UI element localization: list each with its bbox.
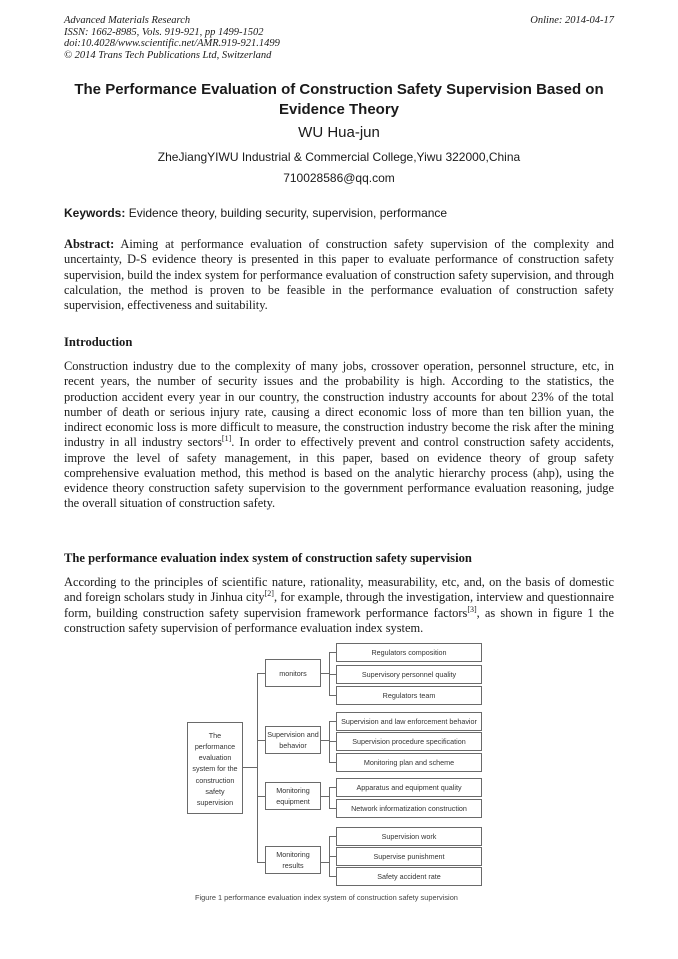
ref-1: [1] — [221, 434, 232, 444]
connector-line — [257, 673, 258, 863]
journal-doi: doi:10.4028/www.scientific.net/AMR.919-921.1499 — [64, 38, 280, 50]
author-affiliation: ZheJiangYIWU Industrial & Commercial College,Yiwu 322000,China — [157, 150, 521, 164]
group-node-supervision-behavior: Supervision and behavior — [265, 726, 321, 754]
connector-line — [321, 796, 329, 797]
introduction-heading: Introduction — [64, 335, 133, 349]
group-node-monitors: monitors — [265, 659, 321, 687]
abstract-label: Abstract: — [64, 237, 115, 251]
connector-line — [321, 673, 329, 674]
connector-line — [329, 836, 336, 837]
section2-text-3: , as shown in figure 1 the construction safety supervision of performance evaluation index system. — [64, 605, 614, 635]
leaf-node: Supervision work — [336, 827, 482, 846]
ref-3: [3] — [467, 604, 477, 614]
connector-line — [321, 862, 329, 863]
abstract-text: Aiming at performance evaluation of construction safety supervision of the complexity and uncertainty, D-S evidence theory is presented in this paper to evaluate performance of construction safety supervision, build the index system for performance evaluation of construction safety supervision, and through calculation, the method is proven to be feasible in the performance evaluation of construction safety supervision, effectiveness and suitability. — [64, 237, 614, 312]
journal-issn: ISSN: 1662-8985, Vols. 919-921, pp 1499-1502 — [64, 26, 264, 38]
connector-line — [257, 862, 265, 863]
section2-heading: The performance evaluation index system of construction safety supervision — [64, 551, 472, 565]
connector-line — [329, 876, 336, 877]
abstract — [64, 237, 614, 313]
journal-copyright: © 2014 Trans Tech Publications Ltd, Switzerland — [64, 49, 272, 61]
keywords-label: Keywords: — [64, 206, 126, 220]
figure-1-diagram — [183, 640, 493, 900]
section2-body — [64, 575, 614, 636]
keywords-text: Evidence theory, building security, supervision, performance — [128, 206, 448, 220]
section2-text-2: , for example, through the investigation, interview and questionnaire form, building construction safety supervision framework performance factors — [64, 590, 614, 620]
connector-line — [321, 740, 329, 741]
leaf-node: Safety accident rate — [336, 867, 482, 886]
connector-line — [329, 721, 336, 722]
connector-line — [329, 787, 330, 808]
root-node: The performance evaluation system for the construction safety supervision — [187, 722, 243, 814]
leaf-node: Supervisory personnel quality — [336, 665, 482, 684]
online-date: Online: 2014-04-17 — [530, 15, 614, 26]
ref-2: [2] — [264, 589, 274, 599]
connector-line — [329, 695, 336, 696]
leaf-node: Regulators composition — [336, 643, 482, 662]
introduction-body — [64, 359, 614, 512]
leaf-node: Supervision procedure specification — [336, 732, 482, 751]
figure-caption: Figure 1 performance evaluation index system of construction safety supervision — [195, 893, 458, 902]
leaf-node: Supervise punishment — [336, 847, 482, 866]
leaf-node: Network informatization construction — [336, 799, 482, 818]
connector-line — [329, 856, 336, 857]
connector-line — [329, 674, 336, 675]
connector-line — [329, 652, 336, 653]
journal-name: Advanced Materials Research — [64, 15, 191, 26]
connector-line — [329, 741, 336, 742]
connector-line — [329, 762, 336, 763]
leaf-node: Monitoring plan and scheme — [336, 753, 482, 772]
connector-line — [329, 808, 336, 809]
paper-title: The Performance Evaluation of Construction Safety Supervision Based on Evidence Theory — [74, 81, 604, 118]
leaf-node: Regulators team — [336, 686, 482, 705]
group-node-monitoring-results: Monitoring results — [265, 846, 321, 874]
section2-text-1: According to the principles of scientific nature, rationality, measurability, etc, and, on the basis of domestic and foreign scholars study in Jinhua city — [64, 575, 614, 605]
journal-header — [64, 15, 280, 61]
connector-line — [257, 673, 265, 674]
connector-line — [243, 767, 257, 768]
connector-line — [257, 796, 265, 797]
leaf-node: Supervision and law enforcement behavior — [336, 712, 482, 731]
connector-line — [329, 721, 330, 763]
leaf-node: Apparatus and equipment quality — [336, 778, 482, 797]
intro-text-1: Construction industry due to the complexity of many jobs, crossover operation, personnel structure, etc, in recent years, the number of security issues and the probability is high. According to the statistics, the production accident every year in our country, the construction industry accounts for about 23% of the total number of death or serious injury rate, causing a direct economic loss of more than ten billion yuan, the indirect economic loss is more difficult to measure, the construction industry become the risk after the mining industry in all industry sectors — [64, 359, 614, 450]
author-email: 710028586@qq.com — [283, 171, 395, 185]
author-name: WU Hua-jun — [298, 124, 380, 141]
keywords — [64, 206, 447, 220]
connector-line — [329, 787, 336, 788]
intro-text-2: . In order to effectively prevent and control construction safety accidents, improve the level of safety management, in this paper, based on evidence theory of group safety comprehensive evaluation method, this method is based on the analytic hierarchy process (ahp), using the evidence theory construction safety supervision to the government performance evaluation reasoning, judge the overall situation of construction safety. — [64, 435, 614, 511]
group-node-monitoring-equipment: Monitoring equipment — [265, 782, 321, 810]
connector-line — [257, 740, 265, 741]
